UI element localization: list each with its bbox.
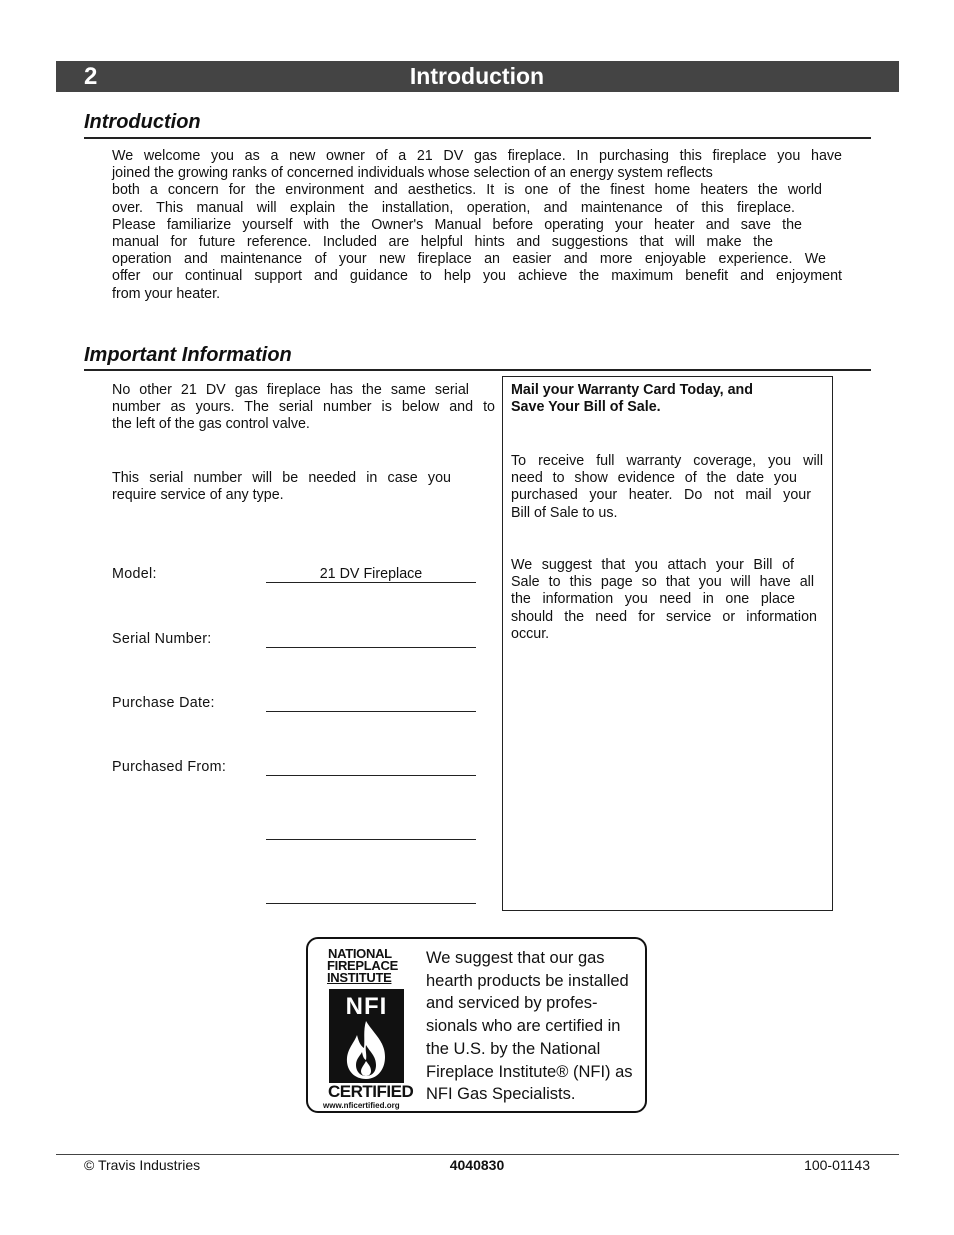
intro-line: from your heater. (112, 285, 221, 302)
warranty-suggest-paragraph (511, 557, 815, 643)
serial-info-paragraph (112, 382, 495, 434)
intro-line: over. This manual will explain the installation, operation, and maintenance of this fireplace. (112, 199, 795, 216)
intro-line: Please familiarize yourself with the Owner's Manual before operating your heater and save the (112, 216, 802, 233)
purchased-from-field-line (266, 775, 476, 776)
suggest-line: the information you need in one place (511, 591, 795, 608)
nfi-mark: NFI (345, 993, 388, 1020)
nfi-line: We suggest that our gas (426, 949, 605, 967)
purchase-date-field-line (266, 711, 476, 712)
warranty-title-line: Mail your Warranty Card Today, and (511, 382, 754, 398)
nfi-logo (320, 948, 412, 1112)
coverage-line: Bill of Sale to us. (511, 504, 618, 521)
suggest-line: We suggest that you attach your Bill of (511, 557, 794, 573)
service-line: require service of any type. (112, 487, 284, 504)
model-field-line (266, 582, 476, 583)
nfi-logo-line3: INSTITUTE (327, 970, 392, 985)
intro-line: operation and maintenance of your new fireplace an easier and more enjoyable experience. We (112, 251, 826, 268)
serial-number-field-line (266, 647, 476, 648)
nfi-logo-line1: NATIONAL (328, 946, 392, 961)
serial-line: number as yours. The serial number is below and to (112, 399, 495, 416)
footer-copyright: © Travis Industries (84, 1157, 201, 1173)
purchase-date-label: Purchase Date: (112, 695, 215, 711)
nfi-line: sionals who are certified in (426, 1017, 621, 1036)
intro-line: offer our continual support and guidance to help you achieve the maximum benefit and enjoyment (112, 268, 842, 285)
suggest-line: should the need for service or information (511, 608, 817, 625)
flame-icon (339, 1019, 394, 1081)
model-label: Model: (112, 566, 157, 582)
suggest-line: occur. (511, 625, 550, 642)
important-information-heading: Important Information (84, 344, 292, 366)
model-value: 21 DV Fireplace (319, 566, 423, 582)
nfi-line: hearth products be installed (426, 971, 629, 990)
service-info-paragraph (112, 470, 452, 504)
intro-line: We welcome you as a new owner of a 21 DV gas fireplace. In purchasing this fireplace you have (112, 148, 842, 164)
warranty-title (511, 382, 821, 416)
serial-line: No other 21 DV gas fireplace has the same serial (112, 382, 469, 398)
nfi-certified-label: CERTIFIED (328, 1082, 414, 1101)
section-number: 2 (84, 63, 98, 90)
intro-line: manual for future reference. Included are helpful hints and suggestions that will make the (112, 234, 773, 251)
warranty-coverage-paragraph (511, 453, 823, 522)
nfi-line: NFI Gas Specialists. (426, 1085, 576, 1104)
purchased-from-field-line-3 (266, 903, 476, 904)
footer-document-number: 4040830 (449, 1157, 505, 1173)
purchased-from-field-line-2 (266, 839, 476, 840)
serial-line: the left of the gas control valve. (112, 416, 310, 433)
introduction-rule (84, 137, 871, 139)
footer-part-number: 100-01143 (804, 1157, 870, 1173)
nfi-line: and serviced by profes- (426, 994, 598, 1013)
nfi-url: www.nficertified.org (323, 1101, 400, 1110)
coverage-line: To receive full warranty coverage, you will (511, 453, 823, 469)
introduction-heading: Introduction (84, 111, 201, 133)
purchased-from-label: Purchased From: (112, 759, 227, 775)
coverage-line: purchased your heater. Do not mail your (511, 487, 811, 504)
warranty-title-line: Save Your Bill of Sale. (511, 399, 661, 416)
suggest-line: Sale to this page so that you will have all (511, 574, 814, 591)
serial-number-label: Serial Number: (112, 631, 212, 647)
service-line: This serial number will be needed in case you (112, 470, 451, 486)
coverage-line: need to show evidence of the date you (511, 470, 797, 487)
intro-line: both a concern for the environment and aesthetics. It is one of the finest home heaters the world (112, 182, 822, 199)
footer-rule (56, 1154, 899, 1155)
section-header-title: Introduction (409, 63, 545, 89)
intro-line: joined the growing ranks of concerned individuals whose selection of an energy system reflects (112, 165, 713, 182)
nfi-logo-line2: FIREPLACE (327, 958, 398, 973)
nfi-flame-panel (329, 989, 404, 1083)
important-information-rule (84, 369, 871, 371)
nfi-line: Fireplace Institute® (NFI) as (426, 1062, 633, 1081)
nfi-line: the U.S. by the National (426, 1039, 601, 1058)
nfi-recommendation-text (426, 947, 646, 1106)
introduction-paragraph (112, 148, 842, 303)
